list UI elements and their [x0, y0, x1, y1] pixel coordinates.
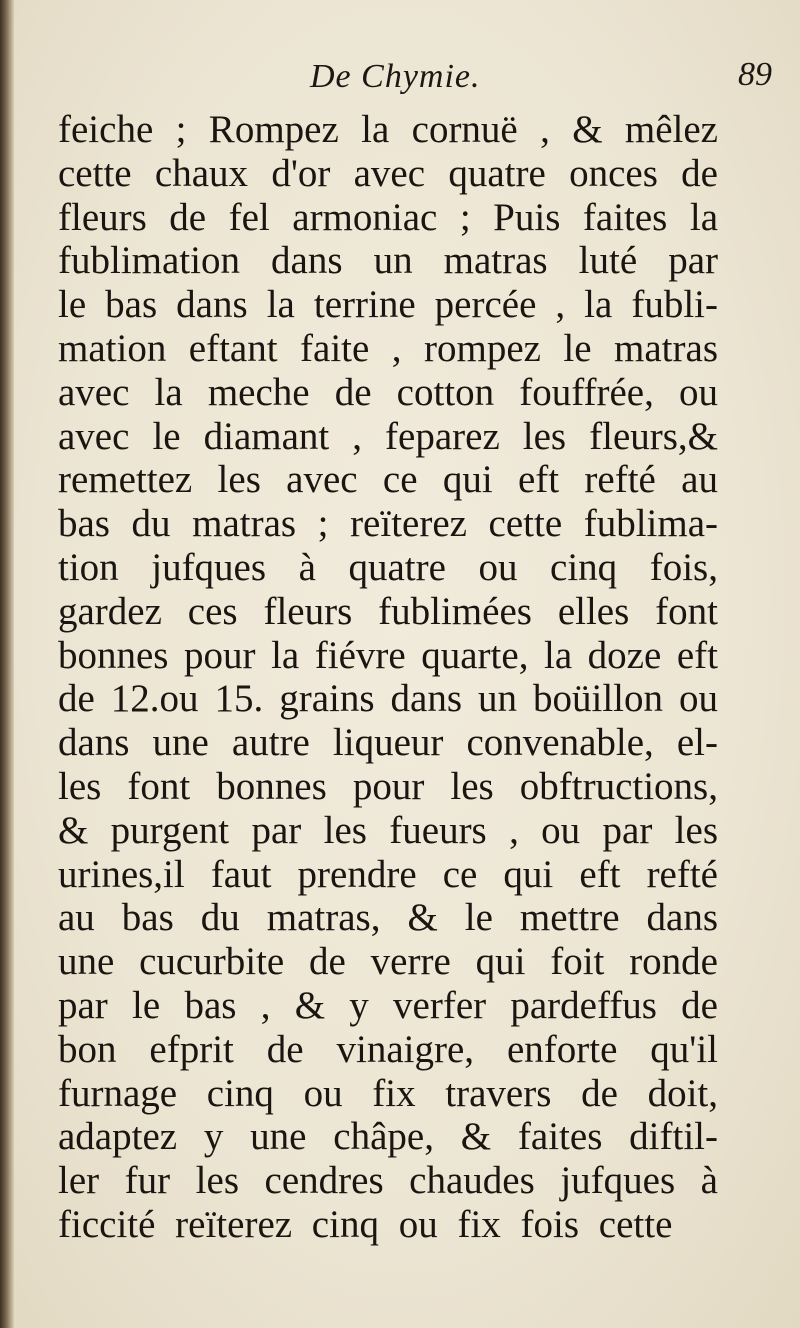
text-line: mation eftant faite , rompez le matras: [58, 326, 718, 370]
text-line: ficcité reïterez cinq ou fix fois cette: [58, 1202, 673, 1246]
text-line: remettez les avec ce qui eft refté au: [58, 458, 718, 502]
text-line: urines,il faut prendre ce qui eft refté: [58, 852, 718, 896]
text-line: cette chaux d'or avec quatre onces de: [58, 151, 718, 195]
text-line: le bas dans la terrine percée , la fubli-: [58, 283, 718, 327]
text-line: ler fur les cendres chaudes jufques à: [58, 1159, 718, 1203]
text-line: tion jufques à quatre ou cinq fois,: [58, 545, 718, 589]
text-line: fublimation dans un matras luté par: [58, 239, 718, 283]
text-line: & purgent par les fueurs , ou par les: [58, 808, 718, 852]
text-line: bas du matras ; reïterez cette fublima-: [58, 502, 718, 546]
page-number: 89: [738, 56, 772, 93]
text-line: avec le diamant , feparez les fleurs,&: [58, 414, 718, 458]
text-line: feiche ; Rompez la cornuë , & mêlez: [58, 108, 718, 151]
text-line: les font bonnes pour les obftructions,: [58, 764, 718, 808]
text-line: une cucurbite de verre qui foit ronde: [58, 940, 718, 984]
text-line: dans une autre liqueur convenable, el-: [58, 721, 718, 765]
text-line: avec la meche de cotton fouffrée, ou: [58, 370, 718, 414]
text-line: bonnes pour la fiévre quarte, la doze eft: [58, 633, 718, 677]
text-line: adaptez y une châpe, & faites diftil-: [58, 1115, 718, 1159]
text-line: de 12.ou 15. grains dans un boüillon ou: [58, 677, 718, 721]
text-line: fleurs de fel armoniac ; Puis faites la: [58, 195, 718, 239]
binding-gutter: [0, 0, 14, 1328]
text-line: bon efprit de vinaigre, enforte qu'il: [58, 1027, 718, 1071]
text-line: gardez ces fleurs fublimées elles font: [58, 589, 718, 633]
text-line: furnage cinq ou fix travers de doit,: [58, 1071, 718, 1115]
text-line: au bas du matras, & le mettre dans: [58, 896, 718, 940]
text-line: par le bas , & y verfer pardeffus de: [58, 983, 718, 1027]
running-title: De Chymie.: [310, 58, 481, 95]
body-text: [58, 108, 718, 1247]
page-header: [60, 52, 772, 108]
